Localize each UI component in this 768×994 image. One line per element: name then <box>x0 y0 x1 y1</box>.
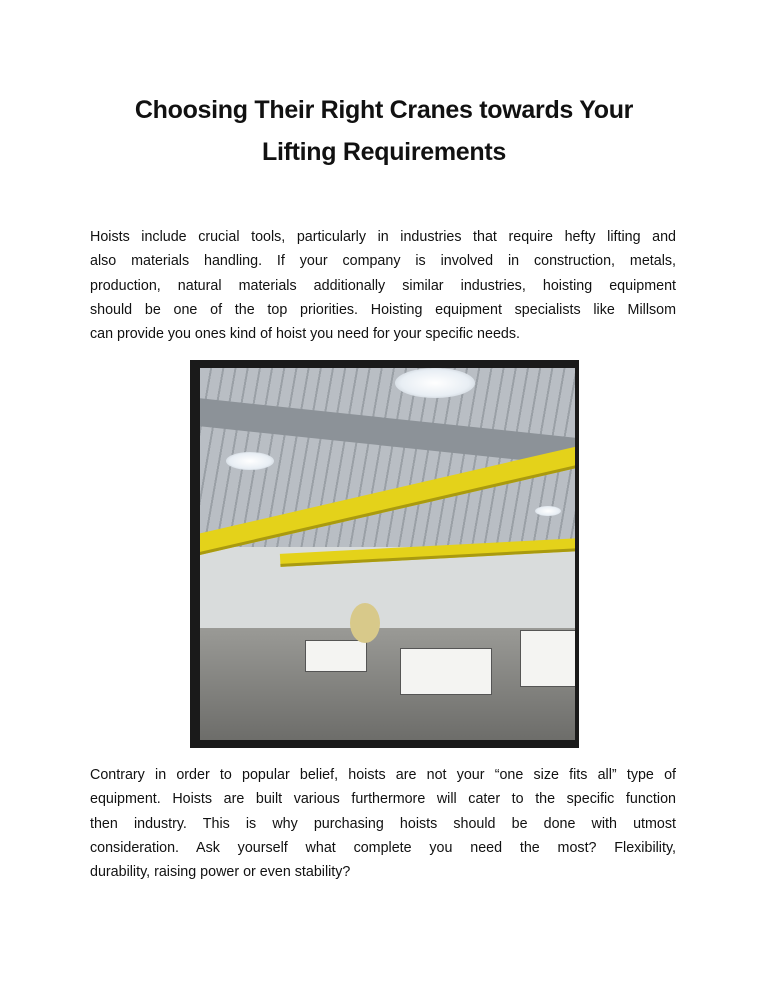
floor <box>200 628 575 740</box>
intro-paragraph <box>90 225 676 346</box>
text-line: durability, raising power or even stability? <box>90 864 351 881</box>
title-line: Lifting Requirements <box>261 138 506 166</box>
truck <box>520 630 575 687</box>
crane-warehouse-photo <box>190 360 579 748</box>
text-line: consideration. Ask yourself what complete you need the most? Flexibility, <box>90 839 676 856</box>
truck <box>305 640 367 672</box>
text-line: equipment. Hoists are built various furthermore will cater to the specific function <box>90 791 676 808</box>
document-title <box>0 89 768 173</box>
text-line: then industry. This is why purchasing hoists should be done with utmost <box>90 815 676 832</box>
text-line: Contrary in order to popular belief, hoists are not your “one size fits all” type of <box>90 767 676 783</box>
body-paragraph <box>90 763 676 884</box>
ceiling-light <box>395 368 475 398</box>
truck <box>400 648 492 695</box>
text-line: can provide you ones kind of hoist you need for your specific needs. <box>90 326 520 343</box>
text-line: should be one of the top priorities. Hoisting equipment specialists like Millsom <box>90 301 676 318</box>
hose-reel <box>350 603 380 643</box>
ceiling-light <box>226 452 274 470</box>
text-line: production, natural materials additionally similar industries, hoisting equipment <box>90 277 676 294</box>
text-line: also materials handling. If your company is involved in construction, metals, <box>90 253 676 270</box>
text-line: Hoists include crucial tools, particularly in industries that require hefty lifting and <box>90 229 676 245</box>
ceiling-light <box>535 506 561 516</box>
title-line: Choosing Their Right Cranes towards Your <box>134 96 634 124</box>
